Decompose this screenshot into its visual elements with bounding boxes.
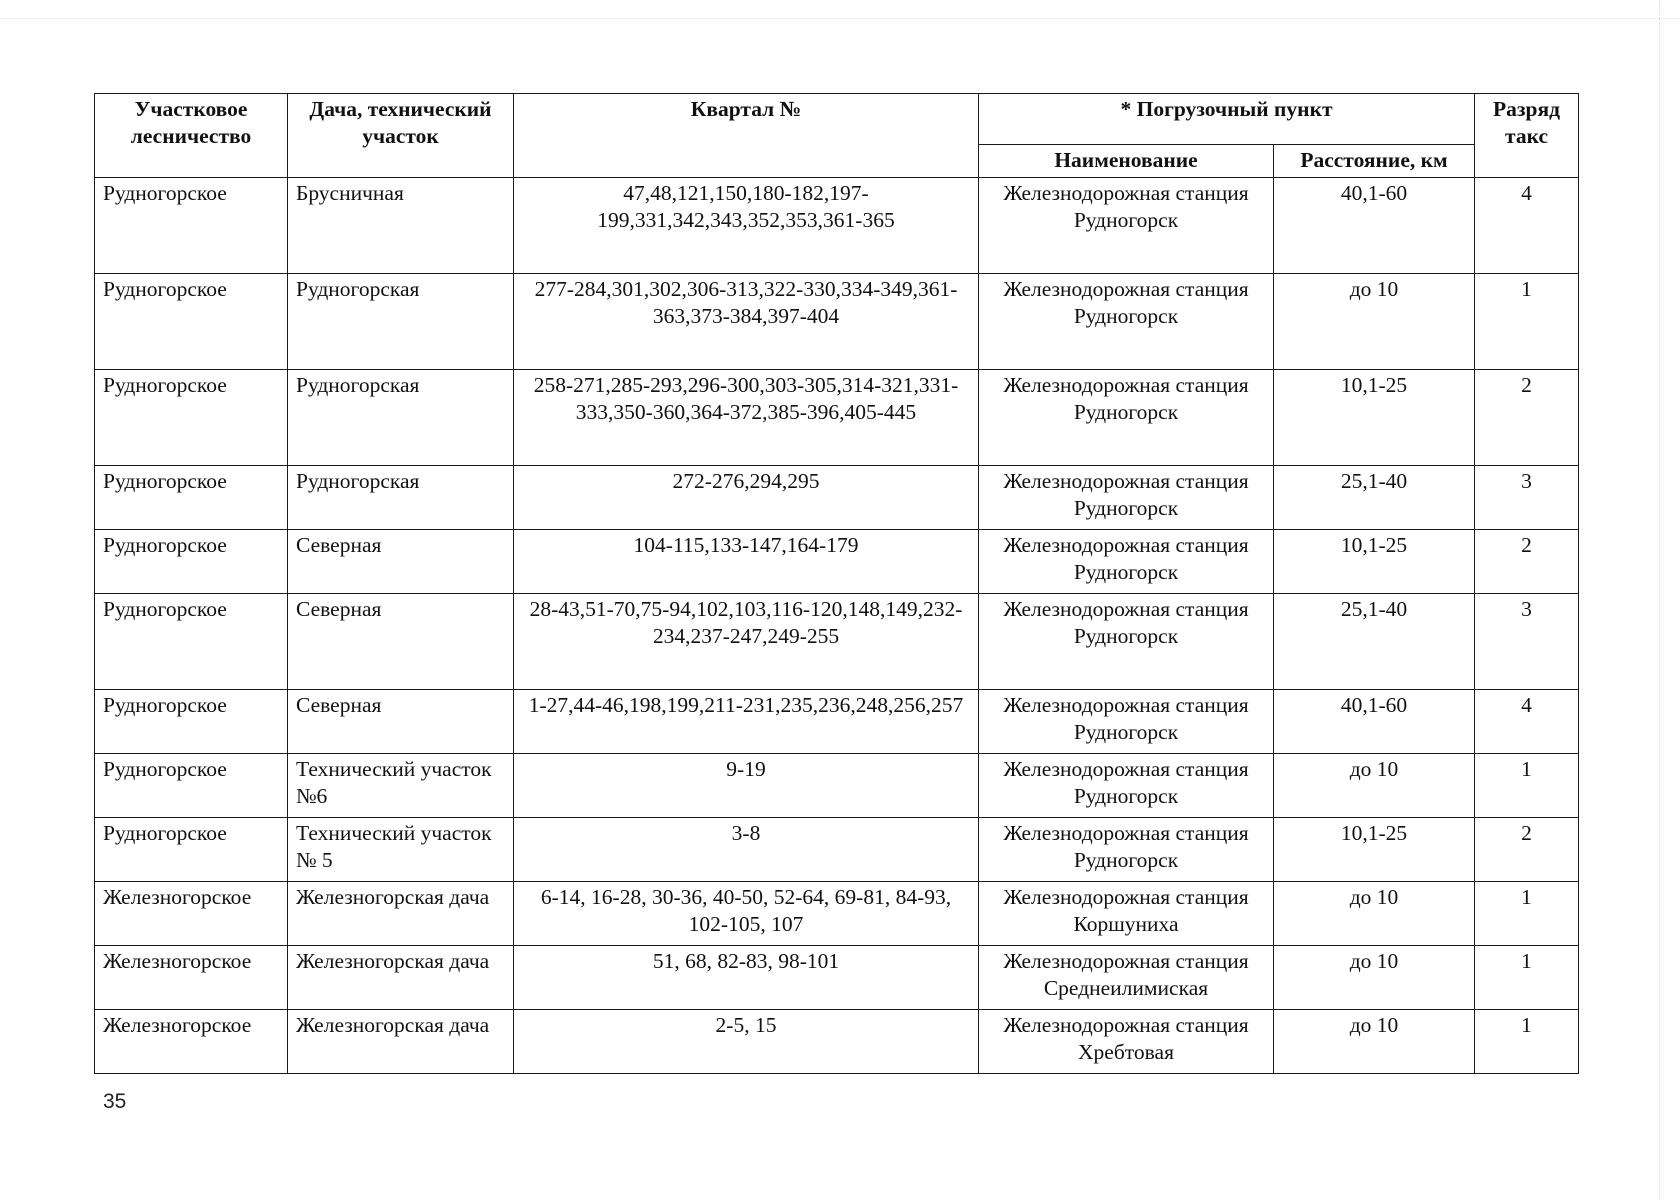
cell-forestry: Железногорское: [95, 946, 288, 1010]
cell-forestry: Рудногорское: [95, 178, 288, 274]
cell-distance: до 10: [1274, 1010, 1475, 1074]
header-rank: Разряд такс: [1475, 94, 1579, 178]
header-kvartal: Квартал №: [514, 94, 979, 178]
cell-point: Железнодорожная станция Рудногорск: [979, 818, 1274, 882]
cell-kvartal: 9-19: [514, 754, 979, 818]
cell-point: Железнодорожная станция Рудногорск: [979, 754, 1274, 818]
table-row: [95, 274, 1579, 370]
cell-dacha: Северная: [288, 594, 514, 690]
cell-point: Железнодорожная станция Рудногорск: [979, 178, 1274, 274]
cell-rank: 1: [1475, 882, 1579, 946]
page-number: 35: [103, 1090, 127, 1113]
cell-forestry: Рудногорское: [95, 690, 288, 754]
cell-dacha: Северная: [288, 530, 514, 594]
header-name: Наименование: [979, 145, 1274, 178]
table-row: [95, 818, 1579, 882]
cell-rank: 2: [1475, 370, 1579, 466]
header-loading-point: * Погрузочный пункт: [979, 94, 1475, 145]
cell-kvartal: 277-284,301,302,306-313,322-330,334-349,361-363,373-384,397-404: [514, 274, 979, 370]
cell-rank: 1: [1475, 946, 1579, 1010]
cell-point: Железнодорожная станция Хребтовая: [979, 1010, 1274, 1074]
cell-distance: до 10: [1274, 882, 1475, 946]
cell-dacha: Рудногорская: [288, 274, 514, 370]
cell-kvartal: 51, 68, 82-83, 98-101: [514, 946, 979, 1010]
cell-forestry: Рудногорское: [95, 370, 288, 466]
cell-kvartal: 272-276,294,295: [514, 466, 979, 530]
cell-dacha: Железногорская дача: [288, 882, 514, 946]
cell-distance: 40,1-60: [1274, 690, 1475, 754]
cell-dacha: Железногорская дача: [288, 1010, 514, 1074]
cell-distance: 25,1-40: [1274, 594, 1475, 690]
cell-dacha: Железногорская дача: [288, 946, 514, 1010]
header-forestry: Участковое лесничество: [95, 94, 288, 178]
cell-distance: 10,1-25: [1274, 530, 1475, 594]
table-body: [95, 178, 1579, 1074]
cell-dacha: Рудногорская: [288, 370, 514, 466]
cell-forestry: Рудногорское: [95, 530, 288, 594]
cell-rank: 1: [1475, 754, 1579, 818]
cell-point: Железнодорожная станция Рудногорск: [979, 466, 1274, 530]
cell-kvartal: 3-8: [514, 818, 979, 882]
cell-dacha: Северная: [288, 690, 514, 754]
cell-point: Железнодорожная станция Коршуниха: [979, 882, 1274, 946]
cell-distance: 10,1-25: [1274, 818, 1475, 882]
cell-dacha: Рудногорская: [288, 466, 514, 530]
cell-distance: 10,1-25: [1274, 370, 1475, 466]
cell-distance: 25,1-40: [1274, 466, 1475, 530]
table-row: [95, 946, 1579, 1010]
cell-dacha: Брусничная: [288, 178, 514, 274]
cell-rank: 4: [1475, 178, 1579, 274]
table-row: [95, 1010, 1579, 1074]
header-dacha: Дача, технический участок: [288, 94, 514, 178]
cell-distance: до 10: [1274, 946, 1475, 1010]
table-row: [95, 754, 1579, 818]
cell-distance: до 10: [1274, 274, 1475, 370]
cell-forestry: Железногорское: [95, 882, 288, 946]
cell-rank: 4: [1475, 690, 1579, 754]
cell-rank: 1: [1475, 274, 1579, 370]
cell-point: Железнодорожная станция Рудногорск: [979, 594, 1274, 690]
cell-rank: 3: [1475, 594, 1579, 690]
cell-dacha: Технический участок №6: [288, 754, 514, 818]
cell-forestry: Рудногорское: [95, 466, 288, 530]
cell-kvartal: 1-27,44-46,198,199,211-231,235,236,248,256,257: [514, 690, 979, 754]
cell-distance: до 10: [1274, 754, 1475, 818]
cell-forestry: Рудногорское: [95, 818, 288, 882]
scan-right-edge: [1659, 0, 1680, 1200]
cell-point: Железнодорожная станция Рудногорск: [979, 370, 1274, 466]
cell-rank: 1: [1475, 1010, 1579, 1074]
table-row: [95, 178, 1579, 274]
cell-kvartal: 28-43,51-70,75-94,102,103,116-120,148,149,232-234,237-247,249-255: [514, 594, 979, 690]
scan-top-edge: [0, 0, 1680, 19]
cell-kvartal: 6-14, 16-28, 30-36, 40-50, 52-64, 69-81, 84-93, 102-105, 107: [514, 882, 979, 946]
cell-forestry: Железногорское: [95, 1010, 288, 1074]
cell-rank: 2: [1475, 818, 1579, 882]
cell-kvartal: 104-115,133-147,164-179: [514, 530, 979, 594]
table-row: [95, 594, 1579, 690]
table-row: [95, 370, 1579, 466]
cell-forestry: Рудногорское: [95, 754, 288, 818]
cell-kvartal: 47,48,121,150,180-182,197-199,331,342,343,352,353,361-365: [514, 178, 979, 274]
table-row: [95, 466, 1579, 530]
cell-rank: 2: [1475, 530, 1579, 594]
table-row: [95, 882, 1579, 946]
loading-points-table: [94, 93, 1579, 1074]
cell-point: Железнодорожная станция Рудногорск: [979, 690, 1274, 754]
cell-kvartal: 2-5, 15: [514, 1010, 979, 1074]
cell-point: Железнодорожная станция Рудногорск: [979, 530, 1274, 594]
cell-forestry: Рудногорское: [95, 274, 288, 370]
cell-distance: 40,1-60: [1274, 178, 1475, 274]
cell-kvartal: 258-271,285-293,296-300,303-305,314-321,331-333,350-360,364-372,385-396,405-445: [514, 370, 979, 466]
table-row: [95, 530, 1579, 594]
cell-dacha: Технический участок № 5: [288, 818, 514, 882]
cell-point: Железнодорожная станция Среднеилимиская: [979, 946, 1274, 1010]
cell-rank: 3: [1475, 466, 1579, 530]
header-row: [95, 94, 1579, 145]
table-row: [95, 690, 1579, 754]
header-distance: Расстояние, км: [1274, 145, 1475, 178]
cell-point: Железнодорожная станция Рудногорск: [979, 274, 1274, 370]
cell-forestry: Рудногорское: [95, 594, 288, 690]
